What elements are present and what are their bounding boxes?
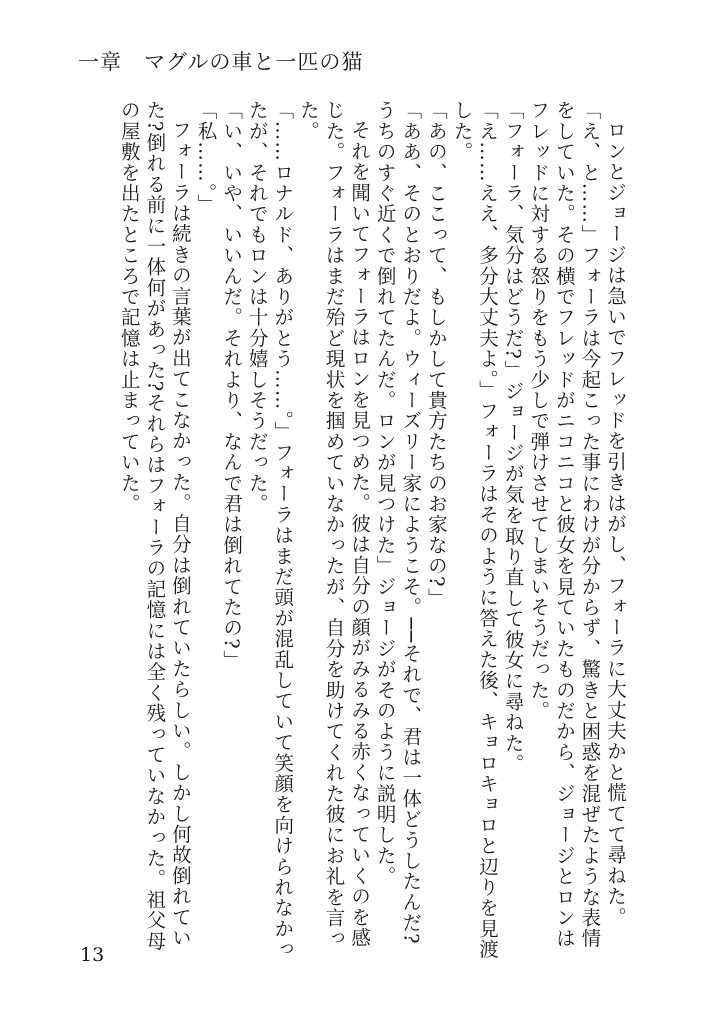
paragraph: 「ああ、そのとおりだよ。ウィーズリー家にようこそ。──それで、君は一体どうしたんだ?うちのすぐ近くで倒れてたんだ。ロンが見つけた」ジョージがそのように説明した。 — [373, 100, 423, 945]
paragraph: 「い、いや、いいんだ。それより、なんで君は倒れてたの?」 — [220, 100, 244, 671]
chapter-title: マグルの車と一匹の猫 — [144, 50, 364, 74]
paragraph: ロンとジョージは急いでフレッドを引きはがし、フォーラに大丈夫かと慌てて尋ねた。 — [604, 119, 627, 927]
body-text — [68, 100, 628, 960]
paragraph: 「え、と……」フォーラは今起こった事にわけが分からず、驚きと困惑を混ぜたような表情をしていた。その横でフレッドがニコニコと彼女を見ていたものだから、ジョージとロンはフレッドに対する怒りをもう少しで弾けさせてしまいそうだった。 — [527, 100, 602, 949]
paragraph: 「え……ええ、多分大丈夫よ。」フォーラはそのように答えた後、キョロキョロと辺りを見渡した。 — [450, 100, 500, 960]
paragraph: フォーラは続きの言葉が出てこなかった。自分は倒れていたらしい。しかし何故倒れていた?倒れる前に一体何があった?それらはフォーラの記憶には全く残っていなかった。祖父母の屋敷を出たところで記憶は止まっていた。 — [117, 100, 192, 952]
page-number: 13 — [80, 944, 105, 966]
running-header — [78, 46, 363, 76]
paragraph: 「フォーラ、気分はどうだ?」ジョージが気を取り直して彼女に尋ねた。 — [501, 100, 525, 775]
chapter-number: 一章 — [78, 50, 122, 74]
paragraph: 「あの、ここって、もしかして貴方たちのお家なの?」 — [424, 100, 448, 609]
paragraph: それを聞いてフォーラはロンを見つめた。彼は自分の顔がみるみる赤くなっていくのを感じた。フォーラはまだ殆ど現状を掴めていなかったが、自分を助けてくれた彼にお礼を言った。 — [296, 100, 372, 949]
paragraph: 「私……。」 — [194, 100, 218, 215]
paragraph: 「……ロナルド、ありがとう……。」フォーラはまだ頭が混乱していて笑顔を向けられなかったが、それでもロンは十分嬉しそうだった。 — [245, 100, 295, 960]
